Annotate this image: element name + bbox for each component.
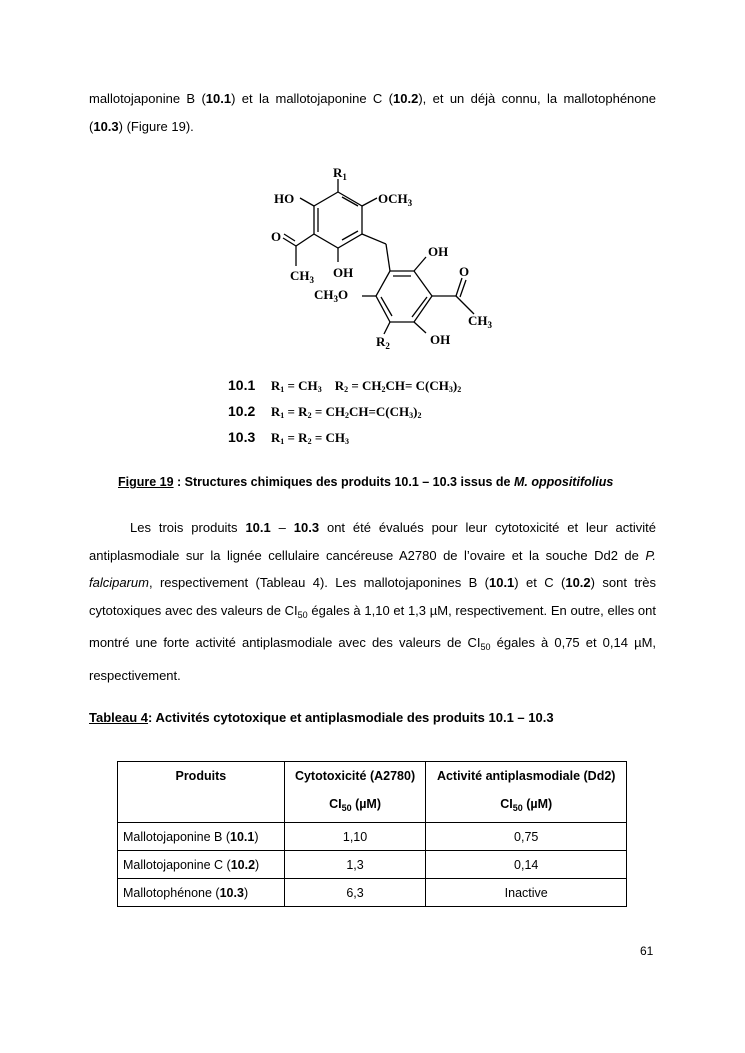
compound-ref: 10.2	[565, 575, 591, 590]
body-text: ) sont très cytotoxiques avec des valeurs de CI	[89, 575, 656, 618]
body-paragraph	[89, 514, 656, 689]
compound-definition: R1 = R2 = CH3	[270, 430, 349, 446]
label-oh-bottom: OH	[430, 332, 451, 347]
compound-list	[228, 377, 461, 455]
product-name: )	[243, 885, 249, 900]
compound-ref: 10.1	[488, 575, 515, 590]
cell-antiplasmodial: Inactive	[426, 879, 627, 907]
header-antiplasmodial	[426, 762, 627, 823]
cell-product	[118, 823, 285, 851]
product-name: Mallotojaponine B (	[123, 829, 231, 844]
body-text: égales à 0,75 et 0,14 µM, respectivement.	[89, 635, 657, 683]
compound-ref: 10.1	[205, 91, 232, 106]
product-name: Mallotophénone (	[123, 885, 220, 900]
compound-number: 10.1	[228, 377, 256, 393]
compound-ref: 10.3	[219, 885, 244, 900]
header-text: Activité antiplasmodiale (Dd2)	[436, 769, 616, 783]
compound-definition: R1 = CH3 R2 = CH2CH= C(CH3)2	[270, 378, 462, 394]
header-text: (µM)	[351, 797, 382, 811]
cell-antiplasmodial: 0,75	[426, 823, 627, 851]
page-number: 61	[640, 944, 654, 958]
intro-text: ) (Figure 19).	[118, 118, 194, 134]
compound-definition: R1 = R2 = CH2CH=C(CH3)2	[270, 404, 422, 420]
subscript: 50	[512, 803, 523, 813]
body-text: ) et C (	[514, 575, 566, 590]
compound-ref: 10.2	[393, 91, 419, 106]
header-text: (µM)	[522, 797, 553, 811]
body-text: –	[270, 520, 294, 535]
table-title-text: : Activités cytotoxique et antiplasmodiale des produits 10.1 – 10.3	[148, 710, 554, 725]
body-text: égales à 1,10 et 1,3 µM, respectivement. En outre, elles ont montré une forte activité antiplasmodiale avec des valeurs de CI	[89, 602, 656, 650]
cell-antiplasmodial: 0,14	[426, 851, 627, 879]
table-title	[89, 710, 554, 725]
compound-row	[228, 429, 461, 455]
label-r1: $R_1$	[333, 165, 347, 182]
body-text: Les trois produits	[130, 520, 246, 535]
compound-number: 10.2	[228, 403, 256, 419]
label-r2: $R_2$	[376, 334, 390, 351]
label-ch3o: $CH_3O$	[314, 287, 349, 304]
header-produits	[118, 762, 285, 823]
label-och3: $OCH_3$	[378, 191, 413, 208]
compound-ref: 10.1	[245, 520, 271, 535]
table-row	[118, 823, 627, 851]
chemical-structure	[0, 0, 745, 360]
intro-text: mallotojaponine B (	[89, 91, 206, 106]
species-name: P. falciparum	[89, 547, 656, 590]
compound-number: 10.3	[228, 429, 256, 445]
product-name: Mallotojaponine C (	[123, 857, 231, 872]
cell-cytotoxicity: 1,10	[284, 823, 426, 851]
product-name: )	[254, 829, 259, 844]
table-header-row	[118, 762, 627, 823]
compound-row	[228, 403, 461, 429]
label-o-left: O	[271, 229, 282, 244]
figure-label: Figure 19	[118, 475, 174, 489]
label-o-right: O	[459, 264, 470, 279]
label-ho: HO	[274, 191, 295, 206]
header-text: Cytotoxicité (A2780)	[294, 769, 416, 783]
cell-product	[118, 851, 285, 879]
cell-product	[118, 879, 285, 907]
figure-caption	[118, 475, 613, 489]
compound-ref: 10.3	[293, 520, 320, 535]
cell-cytotoxicity: 1,3	[284, 851, 426, 879]
compound-ref: 10.3	[93, 118, 119, 134]
intro-text: ) et la mallotojaponine C (	[231, 91, 393, 106]
structure-labels	[271, 165, 493, 351]
compound-row	[228, 377, 461, 403]
results-table	[117, 761, 627, 907]
table-row	[118, 851, 627, 879]
subscript: 50	[341, 803, 352, 813]
header-text: CI	[329, 797, 342, 811]
compound-ref: 10.1	[230, 829, 255, 844]
table-row	[118, 879, 627, 907]
subscript: 50	[297, 609, 308, 620]
table-label: Tableau 4	[89, 710, 149, 725]
cell-cytotoxicity: 6,3	[284, 879, 426, 907]
label-oh-upper: OH	[333, 265, 354, 280]
intro-text: ), et un déjà connu, la mallotophénone (	[89, 91, 656, 134]
header-text: CI	[500, 797, 513, 811]
product-name: )	[255, 857, 260, 872]
label-ch3-right: $CH_3$	[468, 313, 492, 330]
compound-ref: 10.2	[230, 857, 256, 872]
species-name: M. oppositifolius	[513, 475, 614, 489]
label-oh-right-top: OH	[428, 244, 449, 259]
label-ch3-left: $CH_3$	[290, 268, 314, 285]
header-cytotoxicity	[284, 762, 426, 823]
caption-text: : Structures chimiques des produits 10.1 – 10.3 issus de	[173, 475, 514, 489]
body-text: , respectivement (Tableau 4). Les mallotojaponines B (	[148, 575, 489, 590]
subscript: 50	[480, 642, 491, 652]
body-text: ont été évalués pour leur cytotoxicité et leur activité antiplasmodiale sur la lignée cellulaire cancéreuse A2780 de l’ovaire et la souche Dd2 de	[89, 520, 656, 563]
header-text: Produits	[175, 769, 227, 783]
